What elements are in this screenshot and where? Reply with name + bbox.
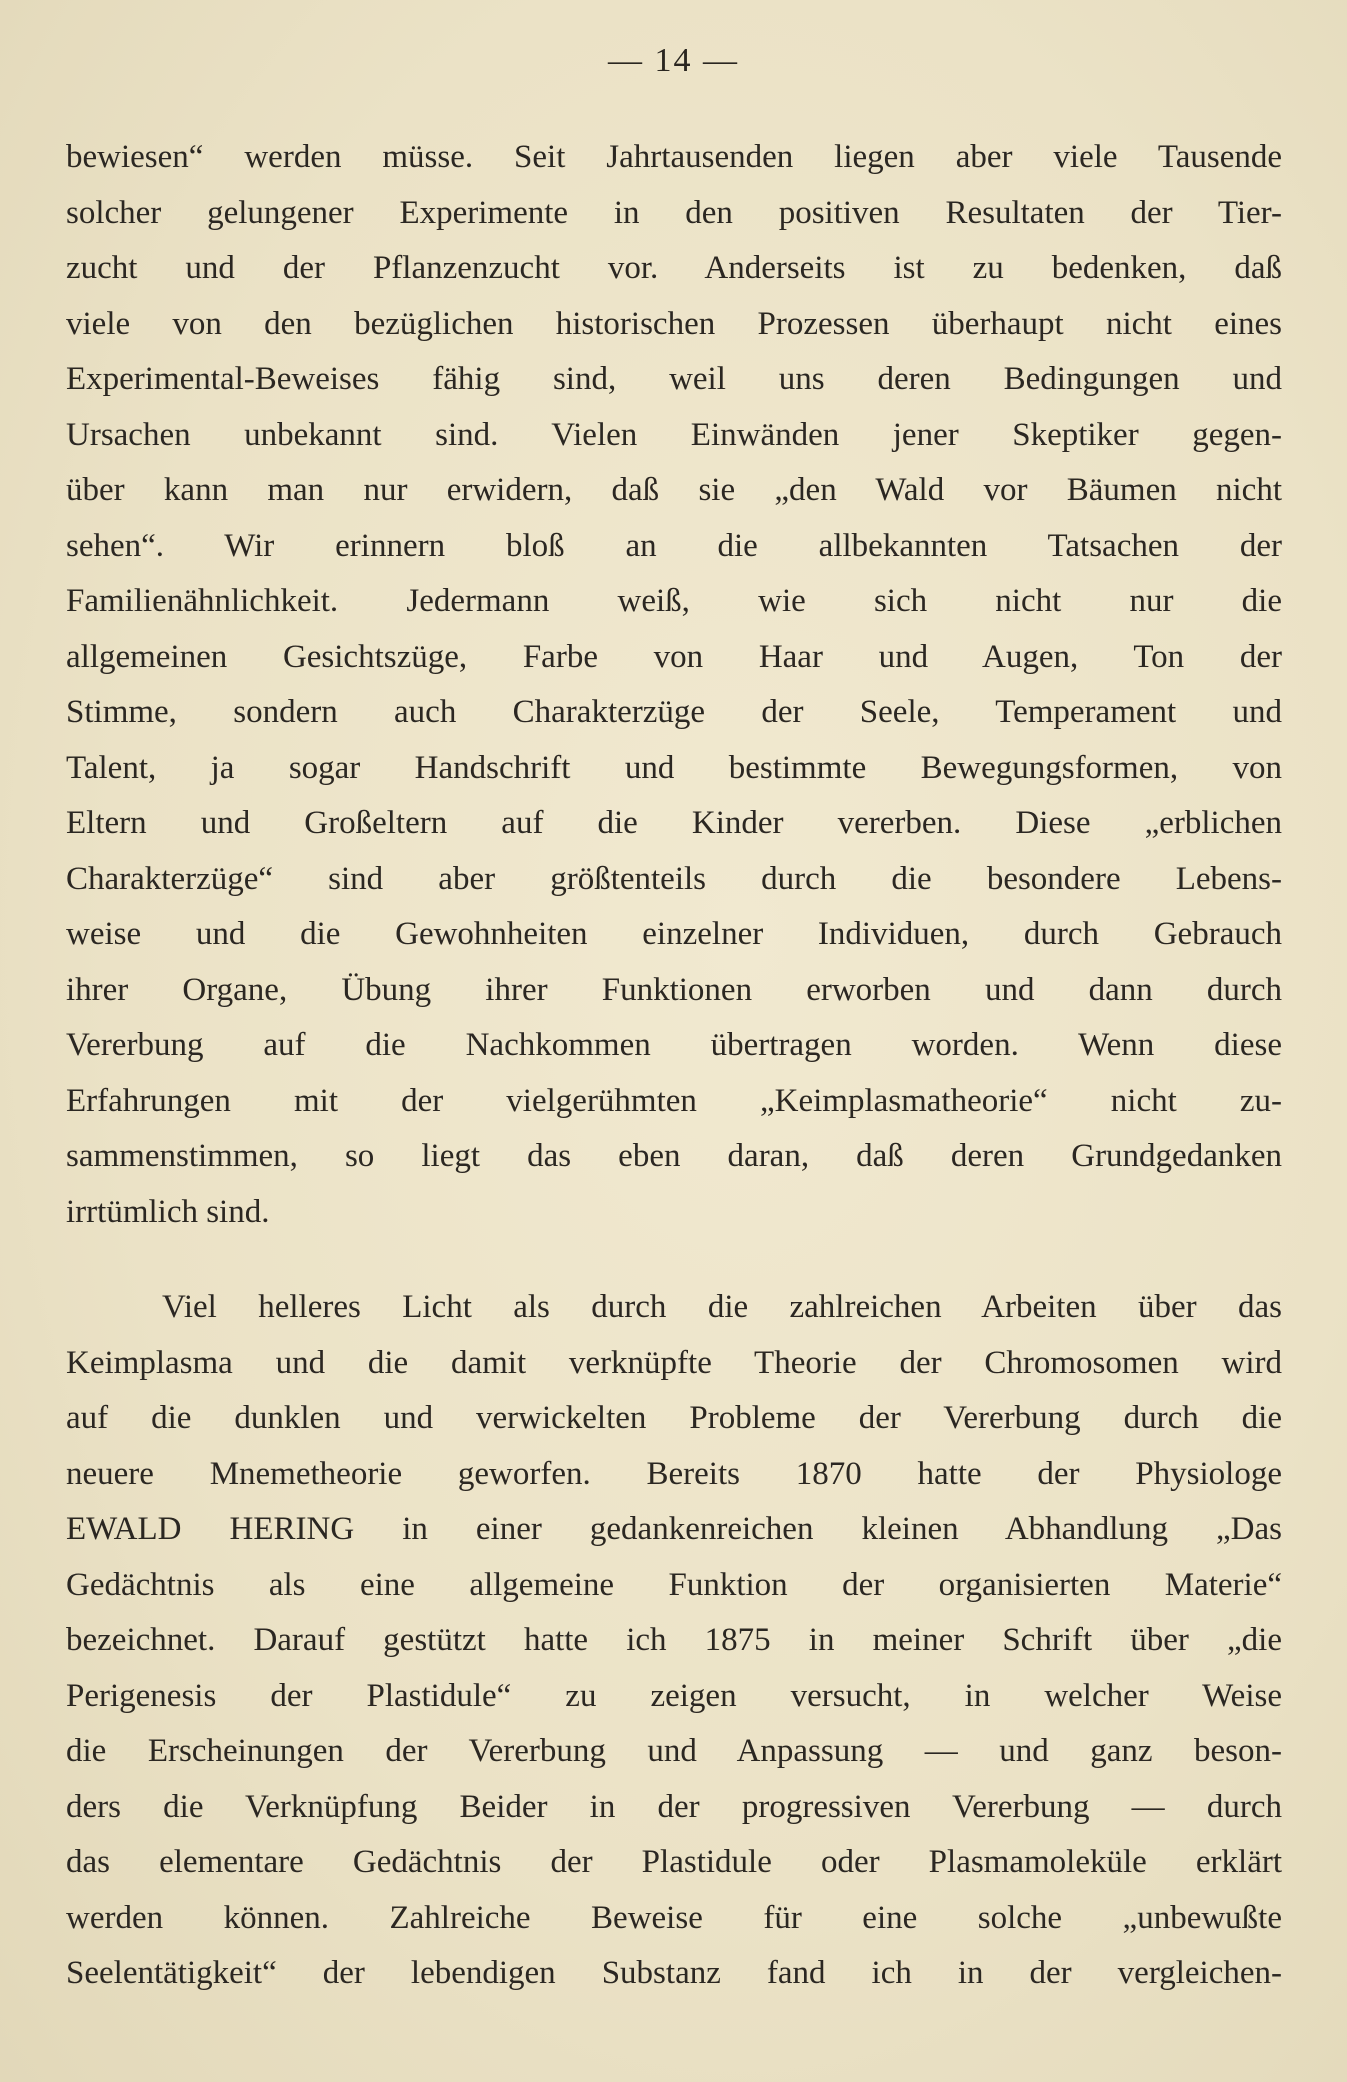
text-line: zucht und der Pflanzenzucht vor. Anderseits ist zu bedenken, daß [66, 250, 1282, 286]
text-line: ihrer Organe, Übung ihrer Funktionen erworben und dann durch [66, 971, 1282, 1008]
text-line: werden können. Zahlreiche Beweise für eine solche „unbewußte [66, 1899, 1282, 1936]
text-line: sehen“. Wir erinnern bloß an die allbekannten Tatsachen der [66, 527, 1282, 564]
text-line: Perigenesis der Plastidule“ zu zeigen versucht, in welcher Weise [66, 1677, 1282, 1714]
text-line: das elementare Gedächtnis der Plastidule oder Plasmamoleküle erklärt [66, 1844, 1282, 1880]
text-line: Viel helleres Licht als durch die zahlreichen Arbeiten über das [162, 1289, 1282, 1325]
text-line: bezeichnet. Darauf gestützt hatte ich 1875 in meiner Schrift über „die [66, 1622, 1282, 1658]
text-line: Charakterzüge“ sind aber größtenteils durch die besondere Lebens- [66, 860, 1282, 897]
text-line: Talent, ja sogar Handschrift und bestimmte Bewegungsformen, von [66, 749, 1282, 786]
text-line: solcher gelungener Experimente in den positiven Resultaten der Tier- [66, 194, 1282, 231]
paragraph-1 [66, 130, 1282, 1240]
text-line: allgemeinen Gesichtszüge, Farbe von Haar und Augen, Ton der [66, 638, 1282, 675]
text-line: Seelentätigkeit“ der lebendigen Substanz fand ich in der vergleichen- [66, 1955, 1282, 1991]
text-line: Experimental-Beweises fähig sind, weil uns deren Bedingungen und [66, 361, 1282, 397]
text-line: Keimplasma und die damit verknüpfte Theorie der Chromosomen wird [66, 1344, 1282, 1381]
text-line: ders die Verknüpfung Beider in der progressiven Vererbung — durch [66, 1788, 1282, 1825]
text-line: viele von den bezüglichen historischen Prozessen überhaupt nicht eines [66, 305, 1282, 342]
text-line: Vererbung auf die Nachkommen übertragen worden. Wenn diese [66, 1027, 1282, 1063]
text-line: auf die dunklen und verwickelten Probleme der Vererbung durch die [66, 1400, 1282, 1436]
paragraph-2 [66, 1280, 1282, 2002]
text-line: weise und die Gewohnheiten einzelner Individuen, durch Gebrauch [66, 916, 1282, 952]
text-line: über kann man nur erwidern, daß sie „den Wald vor Bäumen nicht [66, 472, 1282, 508]
text-line: Ursachen unbekannt sind. Vielen Einwänden jener Skeptiker gegen- [66, 416, 1282, 453]
text-line: Erfahrungen mit der vielgerühmten „Keimplasmatheorie“ nicht zu- [66, 1082, 1282, 1119]
page-number: — 14 — [608, 42, 739, 79]
text-line: Eltern und Großeltern auf die Kinder vererben. Diese „erblichen [66, 805, 1282, 841]
text-line: Familienähnlichkeit. Jedermann weiß, wie sich nicht nur die [66, 583, 1282, 619]
text-line: EWALD HERING in einer gedankenreichen kleinen Abhandlung „Das [66, 1511, 1282, 1547]
text-line: die Erscheinungen der Vererbung und Anpassung — und ganz beson- [66, 1733, 1282, 1769]
text-line: Gedächtnis als eine allgemeine Funktion der organisierten Materie“ [66, 1566, 1282, 1603]
text-line: Stimme, sondern auch Charakterzüge der Seele, Temperament und [66, 694, 1282, 730]
text-line: neuere Mnemetheorie geworfen. Bereits 1870 hatte der Physiologe [66, 1455, 1282, 1492]
text-line: sammenstimmen, so liegt das eben daran, daß deren Grundgedanken [66, 1138, 1282, 1174]
text-line: bewiesen“ werden müsse. Seit Jahrtausenden liegen aber viele Tausende [66, 139, 1282, 175]
text-line: irrtümlich sind. [66, 1193, 270, 1230]
